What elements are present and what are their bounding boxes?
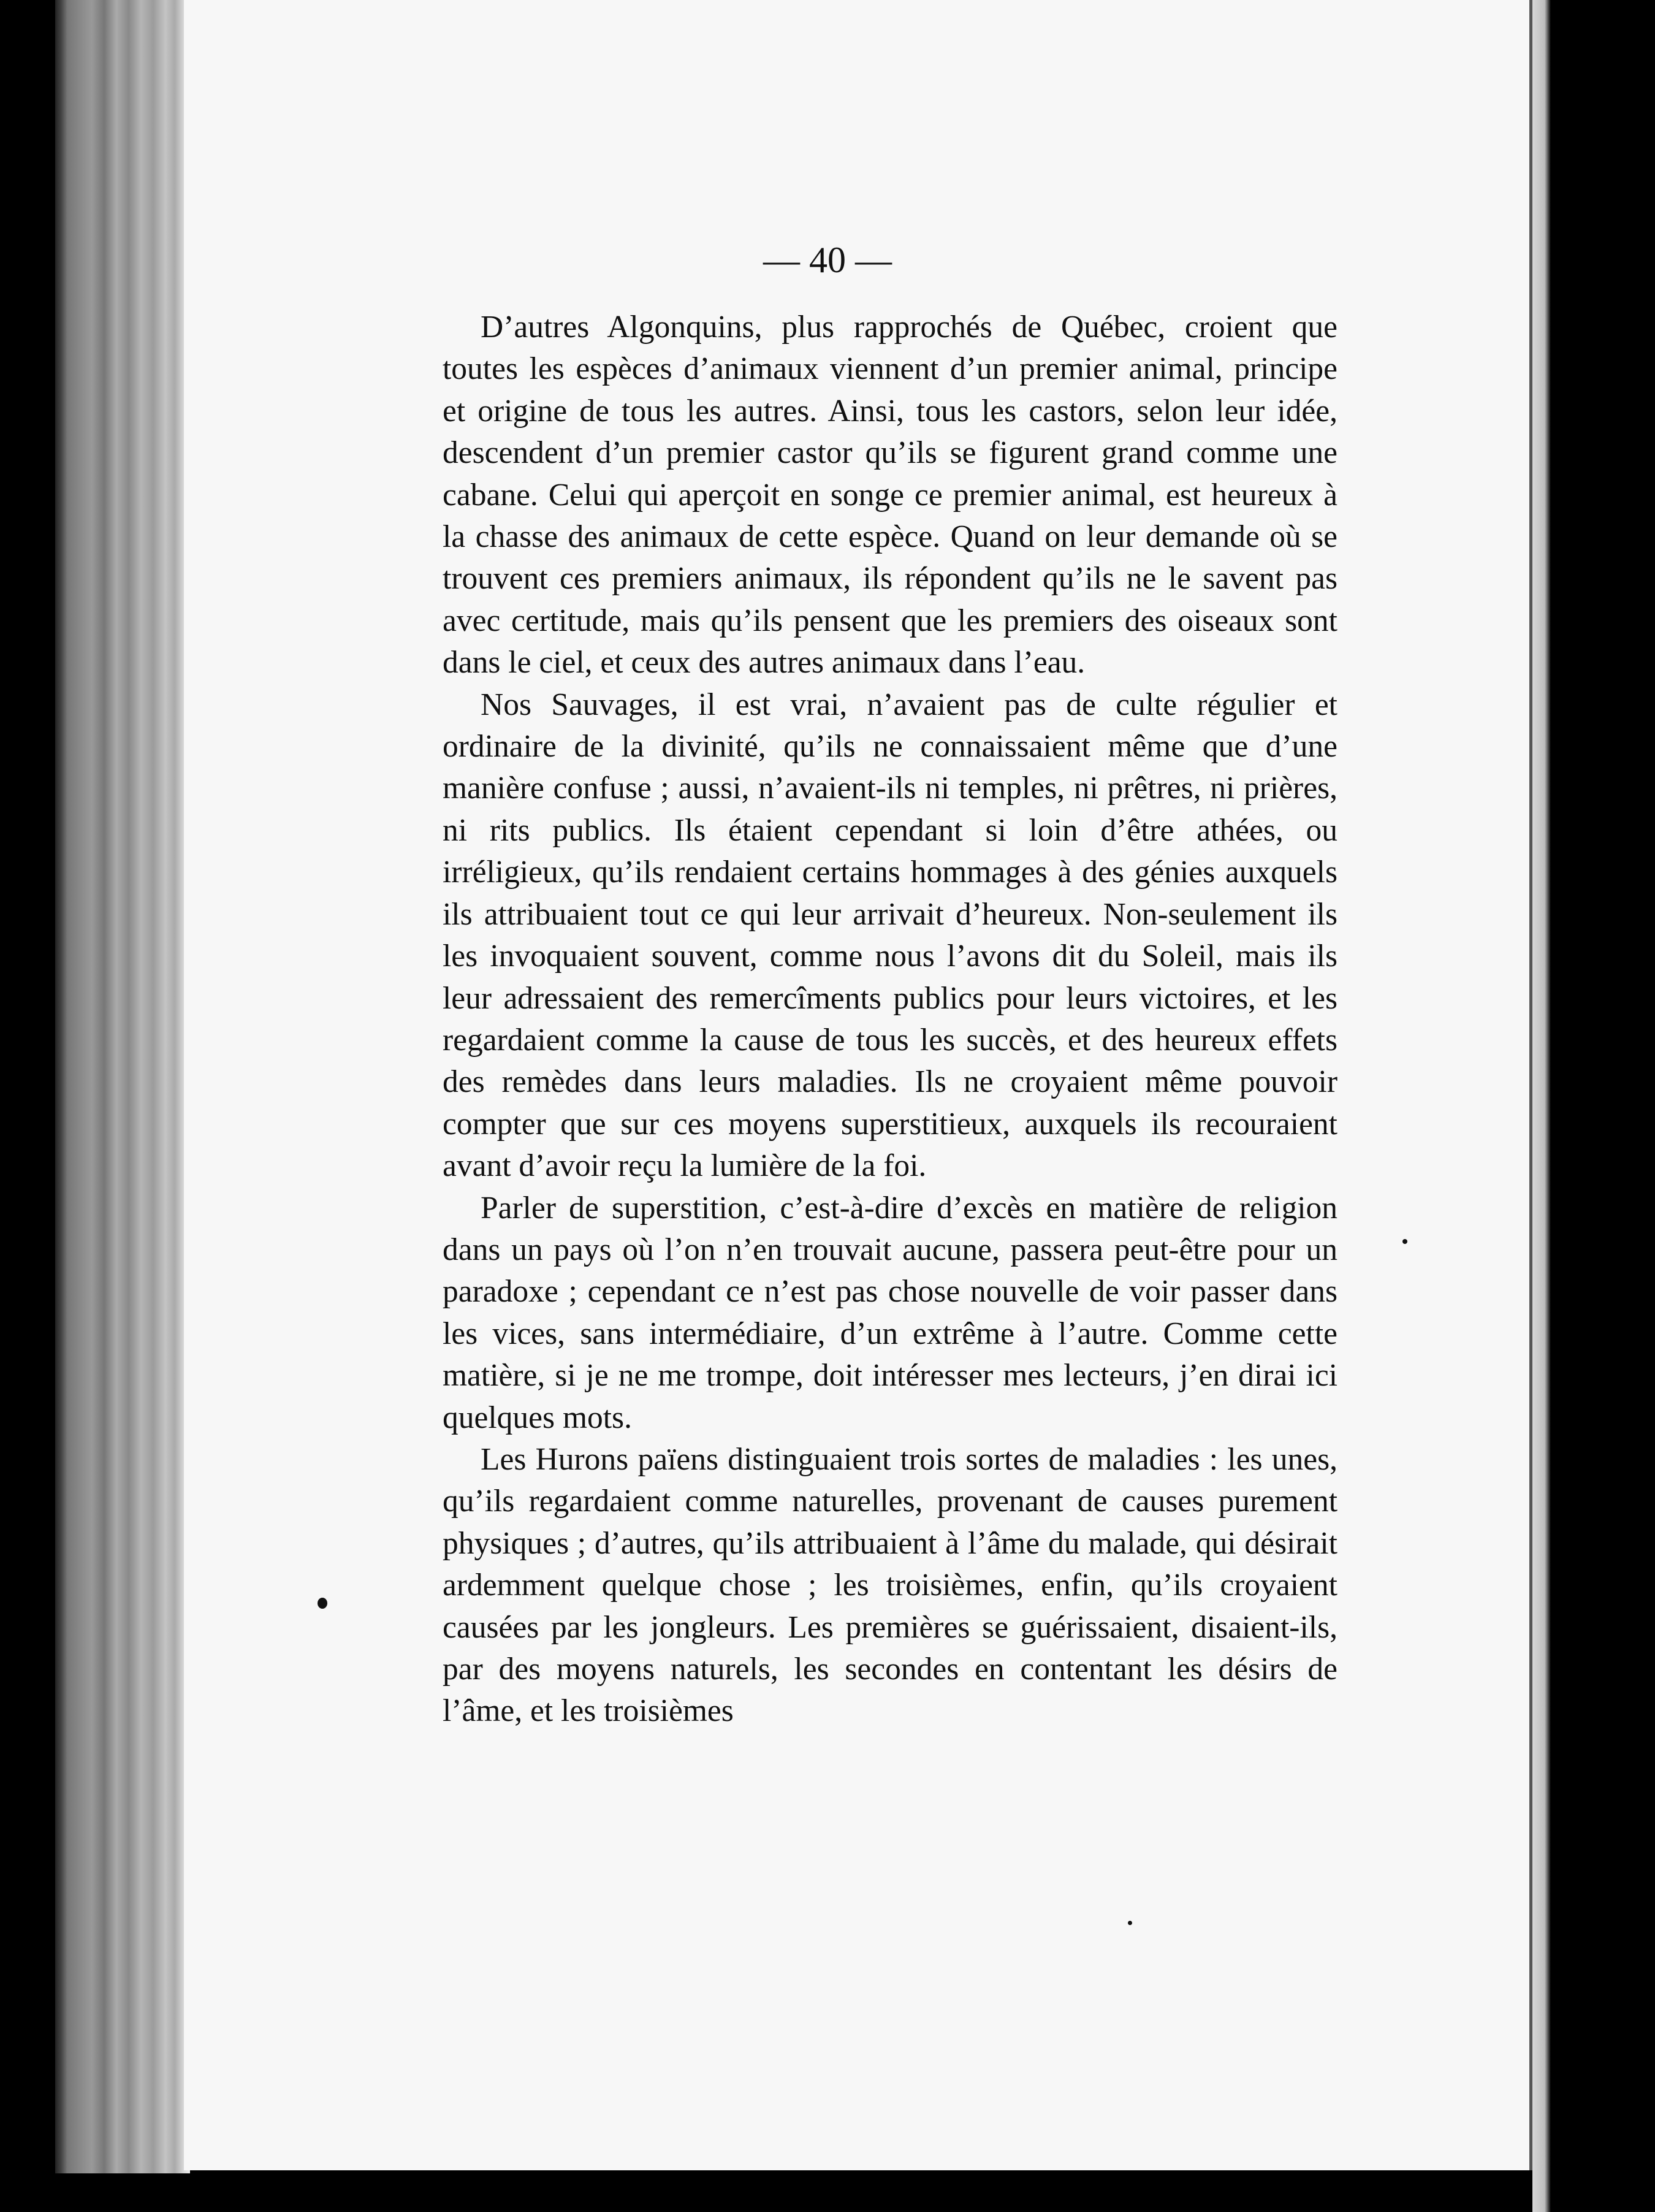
book-right-edge <box>1532 0 1594 2212</box>
ink-speck <box>1402 1239 1407 1244</box>
paragraph-3: Parler de superstition, c’est-à-dire d’excès en matière de religion dans un pays où l’on n’en trouvait aucune, passera peut-être pour un paradoxe ; cependant ce n’est pas chose nouvelle de voir passer dans les vices, sans intermédiaire, d’un extrême à l’autre. Comme cette matière, si je ne me trompe, doit intéresser mes lecteurs, j’en dirai ici quelques mots. <box>443 1190 1337 1435</box>
paragraph-1: D’autres Algonquins, plus rapprochés de Québec, croient que toutes les espèces d’animaux viennent d’un premier animal, principe et origine de tous les autres. Ainsi, tous les castors, selon leur idée, descendent d’un premier castor qu’ils se figurent grand comme une cabane. Celui qui aperçoit en songe ce premier animal, est heureux à la chasse des animaux de cette espèce. Quand on leur demande où se trouvent ces premiers animaux, ils répondent qu’ils ne le savent pas avec certitude, mais qu’ils pensent que les premiers des oiseaux sont dans le ciel, et ceux des autres animaux dans l’eau. <box>443 310 1337 681</box>
ink-speck <box>1128 1921 1132 1925</box>
page-number: — 40 — <box>763 240 892 280</box>
book-page-stack-edge <box>55 0 190 2173</box>
paragraph-2: Nos Sauvages, il est vrai, n’avaient pas de culte régulier et ordinaire de la divinité, qu’ils ne connaissaient même que d’une manière confuse ; aussi, n’avaient-ils ni temples, ni prêtres, ni prières, ni rits publics. Ils étaient cependant si loin d’être athées, ou irréligieux, qu’ils rendaient certains hommages à des génies auxquels ils attribuaient tout ce qui leur arrivait d’heureux. Non-seulement ils les invoquaient souvent, comme nous l’avons dit du Soleil, mais ils leur adressaient des remercîments publics pour leurs victoires, et les regardaient comme la cause de tous les succès, et des heureux effets des remèdes dans leurs maladies. Ils ne croyaient même pouvoir compter que sur ces moyens superstitieux, auxquels ils recouraient avant d’avoir reçu la lumière de la foi. <box>443 687 1337 1184</box>
page-text <box>443 307 1337 1733</box>
ink-speck <box>318 1598 327 1609</box>
paragraph-4: Les Hurons païens distinguaient trois sortes de maladies : les unes, qu’ils regardaient comme naturelles, provenant de causes purement physiques ; d’autres, qu’ils attribuaient à l’âme du malade, qui désirait ardemment quelque chose ; les troisièmes, enfin, qu’ils croyaient causées par les jongleurs. Les premières se guérissaient, disaient-ils, par des moyens naturels, les secondes en contentant les désirs de l’âme, et les troisièmes <box>443 1441 1337 1729</box>
